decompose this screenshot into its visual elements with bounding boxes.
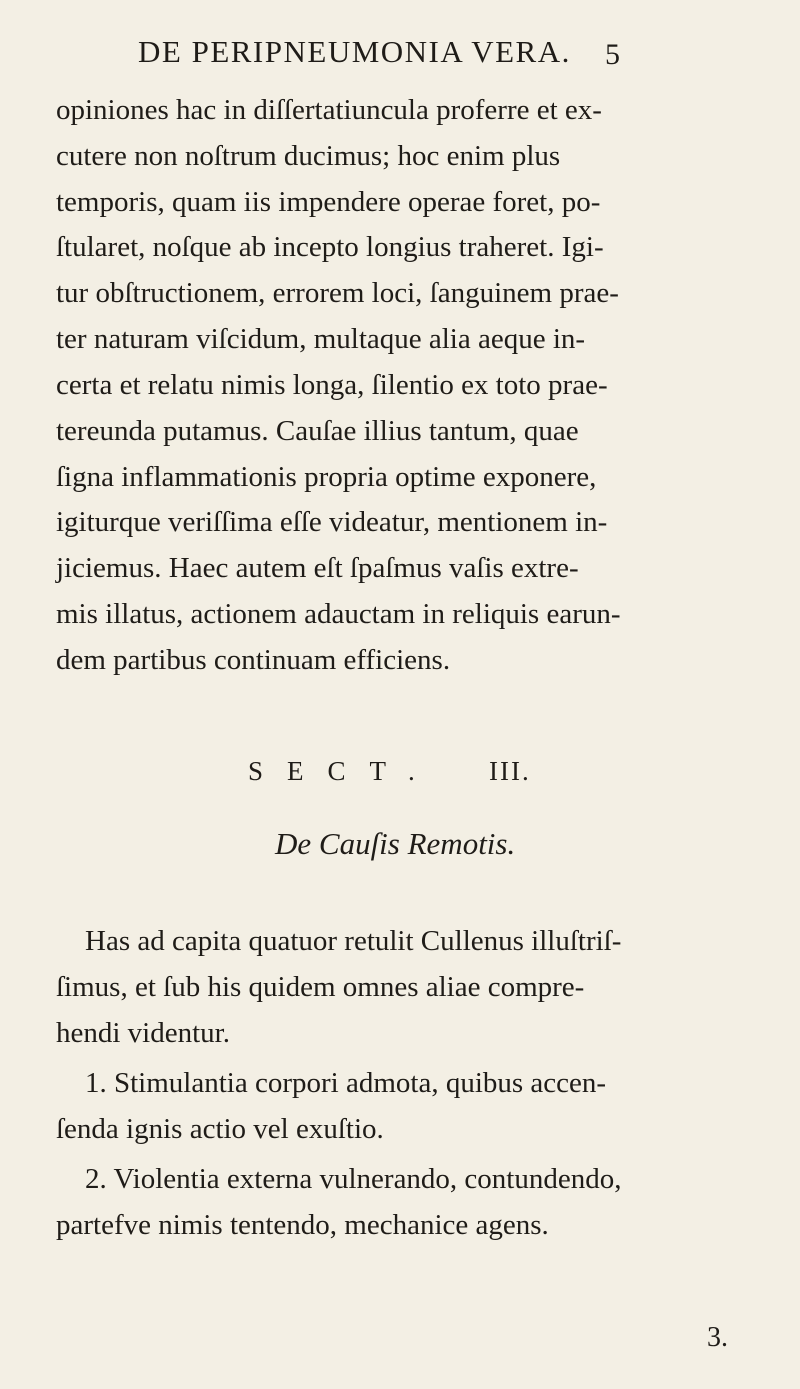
text-line: ter naturam viſcidum, multaque alia aeque in- [56,323,586,355]
list-item: 2. Violentia externa vulnerando, contundendo, [85,1163,622,1195]
text-line: temporis, quam iis impendere operae foret, po- [56,186,601,218]
text-line: cutere non noſtrum ducimus; hoc enim plus [56,140,561,172]
text-line: tur obſtructionem, errorem loci, ſanguinem prae- [56,277,619,309]
list-item: partefve nimis tentendo, mechanice agens. [56,1209,549,1241]
text-line: igiturque veriſſima eſſe videatur, mentionem in- [56,506,608,538]
section-heading: SECT. [248,756,439,786]
section-number: III. [489,756,531,786]
text-line: ſimus, et ſub his quidem omnes aliae compre- [56,971,585,1003]
page-number: 5 [605,38,620,71]
running-title: DE PERIPNEUMONIA VERA. [138,34,571,69]
text-line: Has ad capita quatuor retulit Cullenus illuſtriſ- [85,925,622,957]
text-line: certa et relatu nimis longa, ſilentio ex toto prae- [56,369,608,401]
text-line: ſigna inflammationis propria optime exponere, [56,461,597,493]
text-line: dem partibus continuam efficiens. [56,644,451,676]
running-head [0,34,800,78]
text-line: tereunda putamus. Cauſae illius tantum, quae [56,415,579,447]
list-item: ſenda ignis actio vel exuſtio. [56,1113,384,1145]
text-line: jiciemus. Haec autem eſt ſpaſmus vaſis extre- [56,552,579,584]
text-line: mis illatus, actionem adauctam in reliquis earun- [56,598,621,630]
list-item: 1. Stimulantia corpori admota, quibus accen- [85,1067,607,1099]
catchword: 3. [707,1322,728,1353]
text-line: ſtularet, noſque ab incepto longius traheret. Igi- [56,231,604,263]
section-subtitle: De Cauſis Remotis. [275,826,516,861]
text-line: hendi videntur. [56,1017,230,1049]
text-line: opiniones hac in diſſertatiuncula proferre et ex- [56,94,602,126]
